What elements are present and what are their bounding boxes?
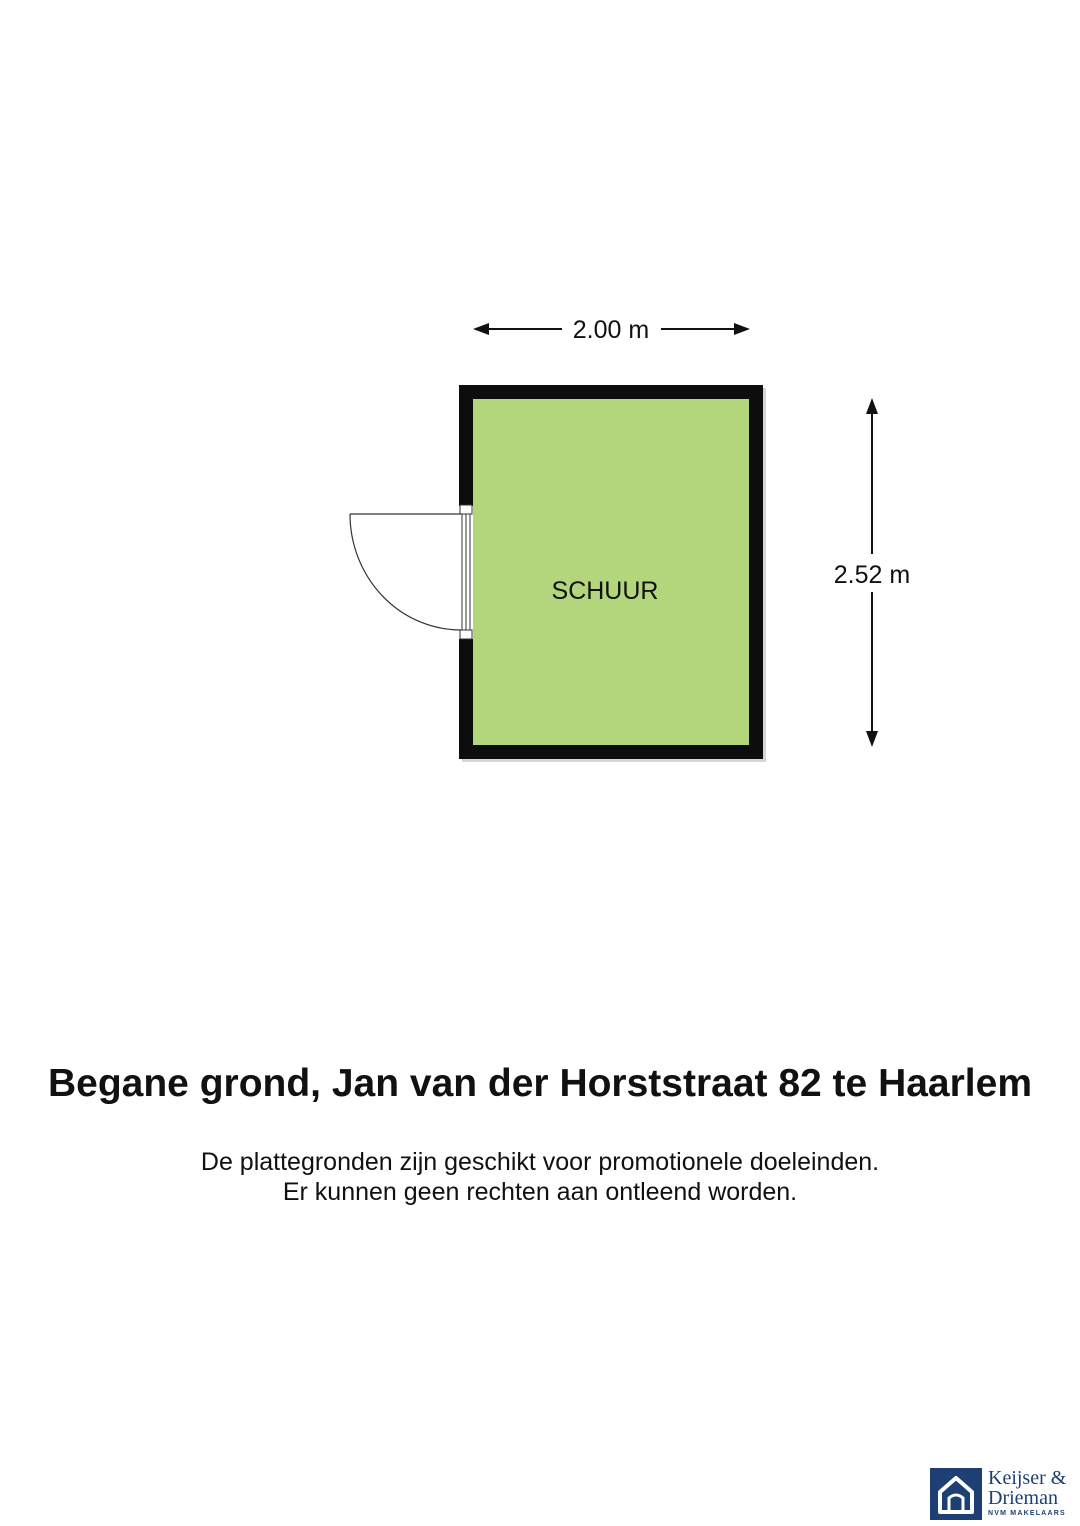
door-swing-arc	[350, 514, 461, 630]
disclaimer-line-1: De plattegronden zijn geschikt voor promotionele doeleinden.	[200, 1148, 880, 1176]
plan-title: Begane grond, Jan van der Horststraat 82 te Haarlem	[47, 1062, 1032, 1105]
logo-tagline: NVM MAKELAARS	[988, 1510, 1066, 1517]
width-arrow-right	[734, 323, 750, 335]
room-floor	[473, 399, 749, 745]
company-logo	[930, 1468, 1076, 1520]
height-label: 2.52 m	[833, 561, 911, 589]
door-jamb-bottom	[460, 630, 472, 639]
logo-name-line-2: Drieman	[988, 1487, 1058, 1509]
logo-name-line-1: Keijser &	[988, 1467, 1067, 1489]
width-arrow-left	[473, 323, 489, 335]
height-arrow-top	[866, 398, 878, 414]
house-logo-icon	[930, 1468, 982, 1520]
width-label: 2.00 m	[572, 316, 650, 344]
disclaimer-line-2: Er kunnen geen rechten aan ontleend worden.	[282, 1178, 798, 1206]
room-label: SCHUUR	[551, 577, 659, 605]
door-jamb-top	[460, 505, 472, 514]
height-arrow-bottom	[866, 731, 878, 747]
